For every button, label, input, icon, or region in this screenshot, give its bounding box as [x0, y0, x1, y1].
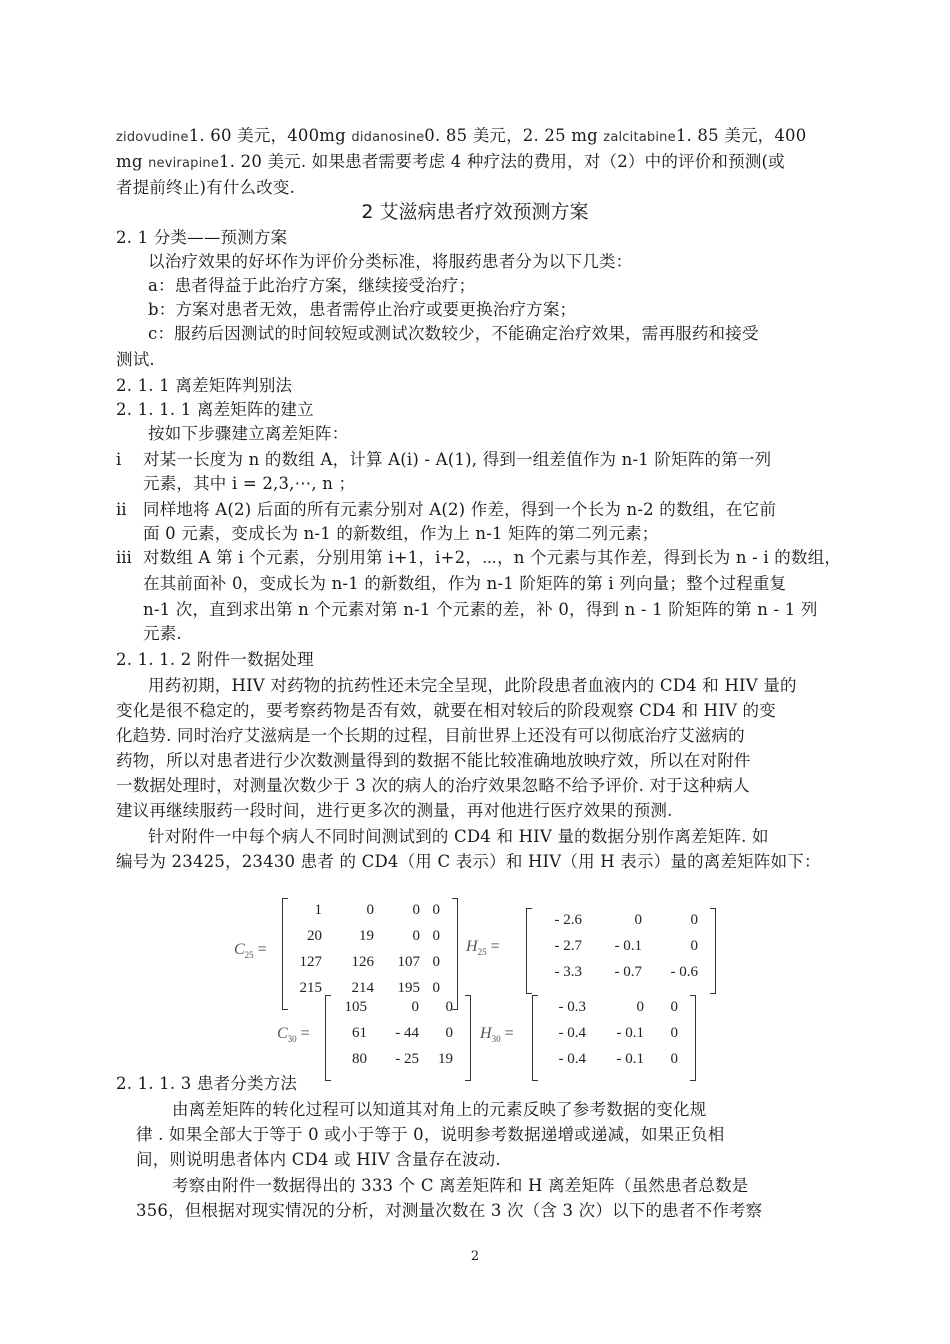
item-line: 对某一长度为 n 的数组 A，计算 A(i) - A(1), 得到一组差值作为 n-1 阶矩阵的第一列 — [143, 450, 772, 469]
matrix-cell: 214 — [351, 980, 374, 996]
matrix-h25 — [466, 908, 724, 992]
drug-name: zalcitabine — [603, 130, 676, 145]
intro-line-3: 者提前终止)有什么改变. — [116, 178, 296, 197]
text-segment: 0. 85 美元，2. 25 mg — [424, 126, 604, 145]
drug-name: didanosine — [351, 130, 425, 145]
matrix-cell: 0 — [670, 999, 678, 1015]
matrix-cell: - 0.1 — [616, 1025, 644, 1041]
matrix-label: $C_{25}$ = — [234, 941, 267, 961]
matrix-cell: 107 — [397, 954, 420, 970]
matrix-cell: 0 — [445, 1025, 453, 1041]
matrix-cell: 0 — [636, 999, 644, 1015]
item-line: 在其前面补 0，变成长为 n-1 的新数组，作为 n-1 阶矩阵的第 i 列向量；整个过程重复 — [143, 574, 787, 593]
matrix-cell: 195 — [397, 980, 420, 996]
item-line: n-1 次，直到求出第 n 个元素对第 n-1 个元素的差，补 0，得到 n - 1 阶矩阵的第 n - 1 列 — [143, 600, 818, 619]
matrix-c30 — [277, 995, 479, 1079]
matrix-cell: 61 — [352, 1025, 367, 1041]
matrix-cell: 0 — [690, 912, 698, 928]
matrix-cell: 0 — [432, 980, 440, 996]
paragraph: 以治疗效果的好坏作为评价分类标准，将服药患者分为以下几类： — [148, 252, 633, 271]
paragraph-line: 药物，所以对患者进行少次数测量得到的数据不能比较准确地放映疗效，所以在对附件 — [116, 751, 751, 770]
matrix-cell: 0 — [634, 912, 642, 928]
paragraph-line: 律 . 如果全部大于等于 0 或小于等于 0，说明参考数据递增或递减，如果正负相 — [136, 1125, 725, 1144]
heading-2-1-1-3: 2. 1. 1. 3 患者分类方法 — [116, 1074, 298, 1093]
matrix-cell: 1 — [314, 902, 322, 918]
paragraph-line: 变化是很不稳定的，要考察药物是否有效，就要在相对较后的阶段观察 CD4 和 HIV 的变 — [116, 701, 776, 720]
matrix-cell: - 3.3 — [554, 964, 582, 980]
text-segment: 1. 20 美元. 如果患者需要考虑 4 种疗法的费用，对（2）中的评价和预测(或 — [219, 152, 785, 171]
matrix-cell: 0 — [411, 999, 419, 1015]
matrix-label: $C_{30}$ = — [277, 1025, 310, 1045]
item-number: ii — [116, 500, 127, 519]
matrix-cell: 0 — [366, 902, 374, 918]
matrix-bracket-right — [690, 995, 696, 1081]
matrix-cell: 80 — [352, 1051, 367, 1067]
matrix-label: $H_{25}$ = — [466, 938, 500, 958]
matrix-cell: 0 — [432, 928, 440, 944]
matrix-cell: 0 — [412, 928, 420, 944]
paragraph-line: 由离差矩阵的转化过程可以知道其对角上的元素反映了参考数据的变化规 — [172, 1100, 707, 1119]
text-segment: 1. 85 美元，400 — [675, 126, 807, 145]
matrix-c25 — [234, 898, 466, 1008]
paragraph: 按如下步骤建立离差矩阵： — [148, 424, 349, 443]
matrix-cell: - 44 — [395, 1025, 419, 1041]
matrix-cell: - 0.7 — [614, 964, 642, 980]
matrix-cell: 0 — [432, 902, 440, 918]
item-line: 同样地将 A(2) 后面的所有元素分别对 A(2) 作差，得到一个长为 n-2 的数组，在它前 — [143, 500, 777, 519]
paragraph-line: 间，则说明患者体内 CD4 或 HIV 含量存在波动. — [136, 1150, 501, 1169]
paragraph-line: 编号为 23425，23430 患者 的 CD4（用 C 表示）和 HIV（用 H 表示）量的离差矩阵如下： — [116, 852, 821, 871]
matrix-cell: 0 — [670, 1051, 678, 1067]
matrix-cell: 19 — [359, 928, 374, 944]
matrix-cell: - 0.6 — [670, 964, 698, 980]
paragraph-line: 356，但根据对现实情况的分析，对测量次数在 3 次（含 3 次）以下的患者不作考察 — [136, 1201, 763, 1220]
category-c-cont: 测试. — [116, 350, 155, 369]
matrix-cell: - 0.1 — [614, 938, 642, 954]
matrix-cell: 0 — [670, 1025, 678, 1041]
heading-2-1-1-1: 2. 1. 1. 1 离差矩阵的建立 — [116, 400, 314, 419]
matrix-cell: 126 — [351, 954, 374, 970]
category-a: a：患者得益于此治疗方案，继续接受治疗； — [148, 276, 476, 295]
matrix-bracket-right — [465, 995, 471, 1081]
matrix-cell: 0 — [690, 938, 698, 954]
paragraph-line: 一数据处理时，对测量次数少于 3 次的病人的治疗效果忽略不给予评价. 对于这种病人 — [116, 776, 750, 795]
matrix-cell: 215 — [299, 980, 322, 996]
item-line: 对数组 A 第 i 个元素，分别用第 i+1，i+2，⋯，n 个元素与其作差，得到长为 n - i 的数组， — [143, 548, 842, 567]
matrix-cell: 0 — [432, 954, 440, 970]
item-number: iii — [116, 548, 132, 567]
matrix-cell: - 25 — [395, 1051, 419, 1067]
paragraph-line: 建议再继续服药一段时间，进行更多次的测量，再对他进行医疗效果的预测. — [116, 801, 673, 820]
matrix-cell: 0 — [445, 999, 453, 1015]
matrix-cell: - 0.1 — [616, 1051, 644, 1067]
category-b: b：方案对患者无效，患者需停止治疗或要更换治疗方案； — [148, 300, 577, 319]
drug-name: zidovudine — [116, 130, 189, 145]
text-segment: mg — [116, 152, 149, 171]
drug-name: nevirapine — [148, 156, 220, 171]
matrix-cell: - 0.4 — [558, 1051, 586, 1067]
matrix-h30 — [480, 995, 704, 1079]
item-number: i — [116, 450, 122, 469]
heading-2-1-1-2: 2. 1. 1. 2 附件一数据处理 — [116, 650, 314, 669]
item-line: 元素. — [143, 624, 182, 643]
category-c: c：服药后因测试的时间较短或测试次数较少，不能确定治疗效果，需再服药和接受 — [148, 324, 759, 343]
matrix-bracket-right — [710, 908, 716, 994]
matrix-cell: 105 — [344, 999, 367, 1015]
paragraph-line: 化趋势. 同时治疗艾滋病是一个长期的过程，目前世界上还没有可以彻底治疗艾滋病的 — [116, 726, 745, 745]
heading-2-1: 2. 1 分类——预测方案 — [116, 228, 288, 247]
paragraph-line: 考察由附件一数据得出的 333 个 C 离差矩阵和 H 离差矩阵（虽然患者总数是 — [172, 1176, 749, 1195]
paragraph-line: 用药初期，HIV 对药物的抗药性还未完全呈现，此阶段患者血液内的 CD4 和 HIV 量的 — [148, 676, 797, 695]
text-segment: 1. 60 美元，400mg — [188, 126, 352, 145]
matrix-bracket-right — [452, 898, 458, 1010]
matrix-cell: 20 — [307, 928, 322, 944]
section-title: 2 艾滋病患者疗效预测方案 — [361, 201, 589, 223]
matrix-cell: 0 — [412, 902, 420, 918]
matrix-cell: - 2.7 — [554, 938, 582, 954]
item-line: 元素，其中 i = 2,3,⋯, n ； — [143, 474, 356, 493]
intro-line-1 — [116, 124, 806, 150]
intro-line-2 — [116, 150, 785, 176]
paragraph-line: 针对附件一中每个病人不同时间测试到的 CD4 和 HIV 量的数据分别作离差矩阵. 如 — [148, 827, 769, 846]
matrix-cell: 19 — [438, 1051, 453, 1067]
item-line: 面 0 元素，变成长为 n-1 的新数组，作为上 n-1 矩阵的第二列元素； — [143, 524, 659, 543]
matrix-cell: - 0.3 — [558, 999, 586, 1015]
heading-2-1-1: 2. 1. 1 离差矩阵判别法 — [116, 376, 293, 395]
matrix-label: $H_{30}$ = — [480, 1025, 514, 1045]
matrix-cell: 127 — [299, 954, 322, 970]
matrix-cell: - 2.6 — [554, 912, 582, 928]
page-number: 2 — [470, 1249, 480, 1264]
matrix-cell: - 0.4 — [558, 1025, 586, 1041]
